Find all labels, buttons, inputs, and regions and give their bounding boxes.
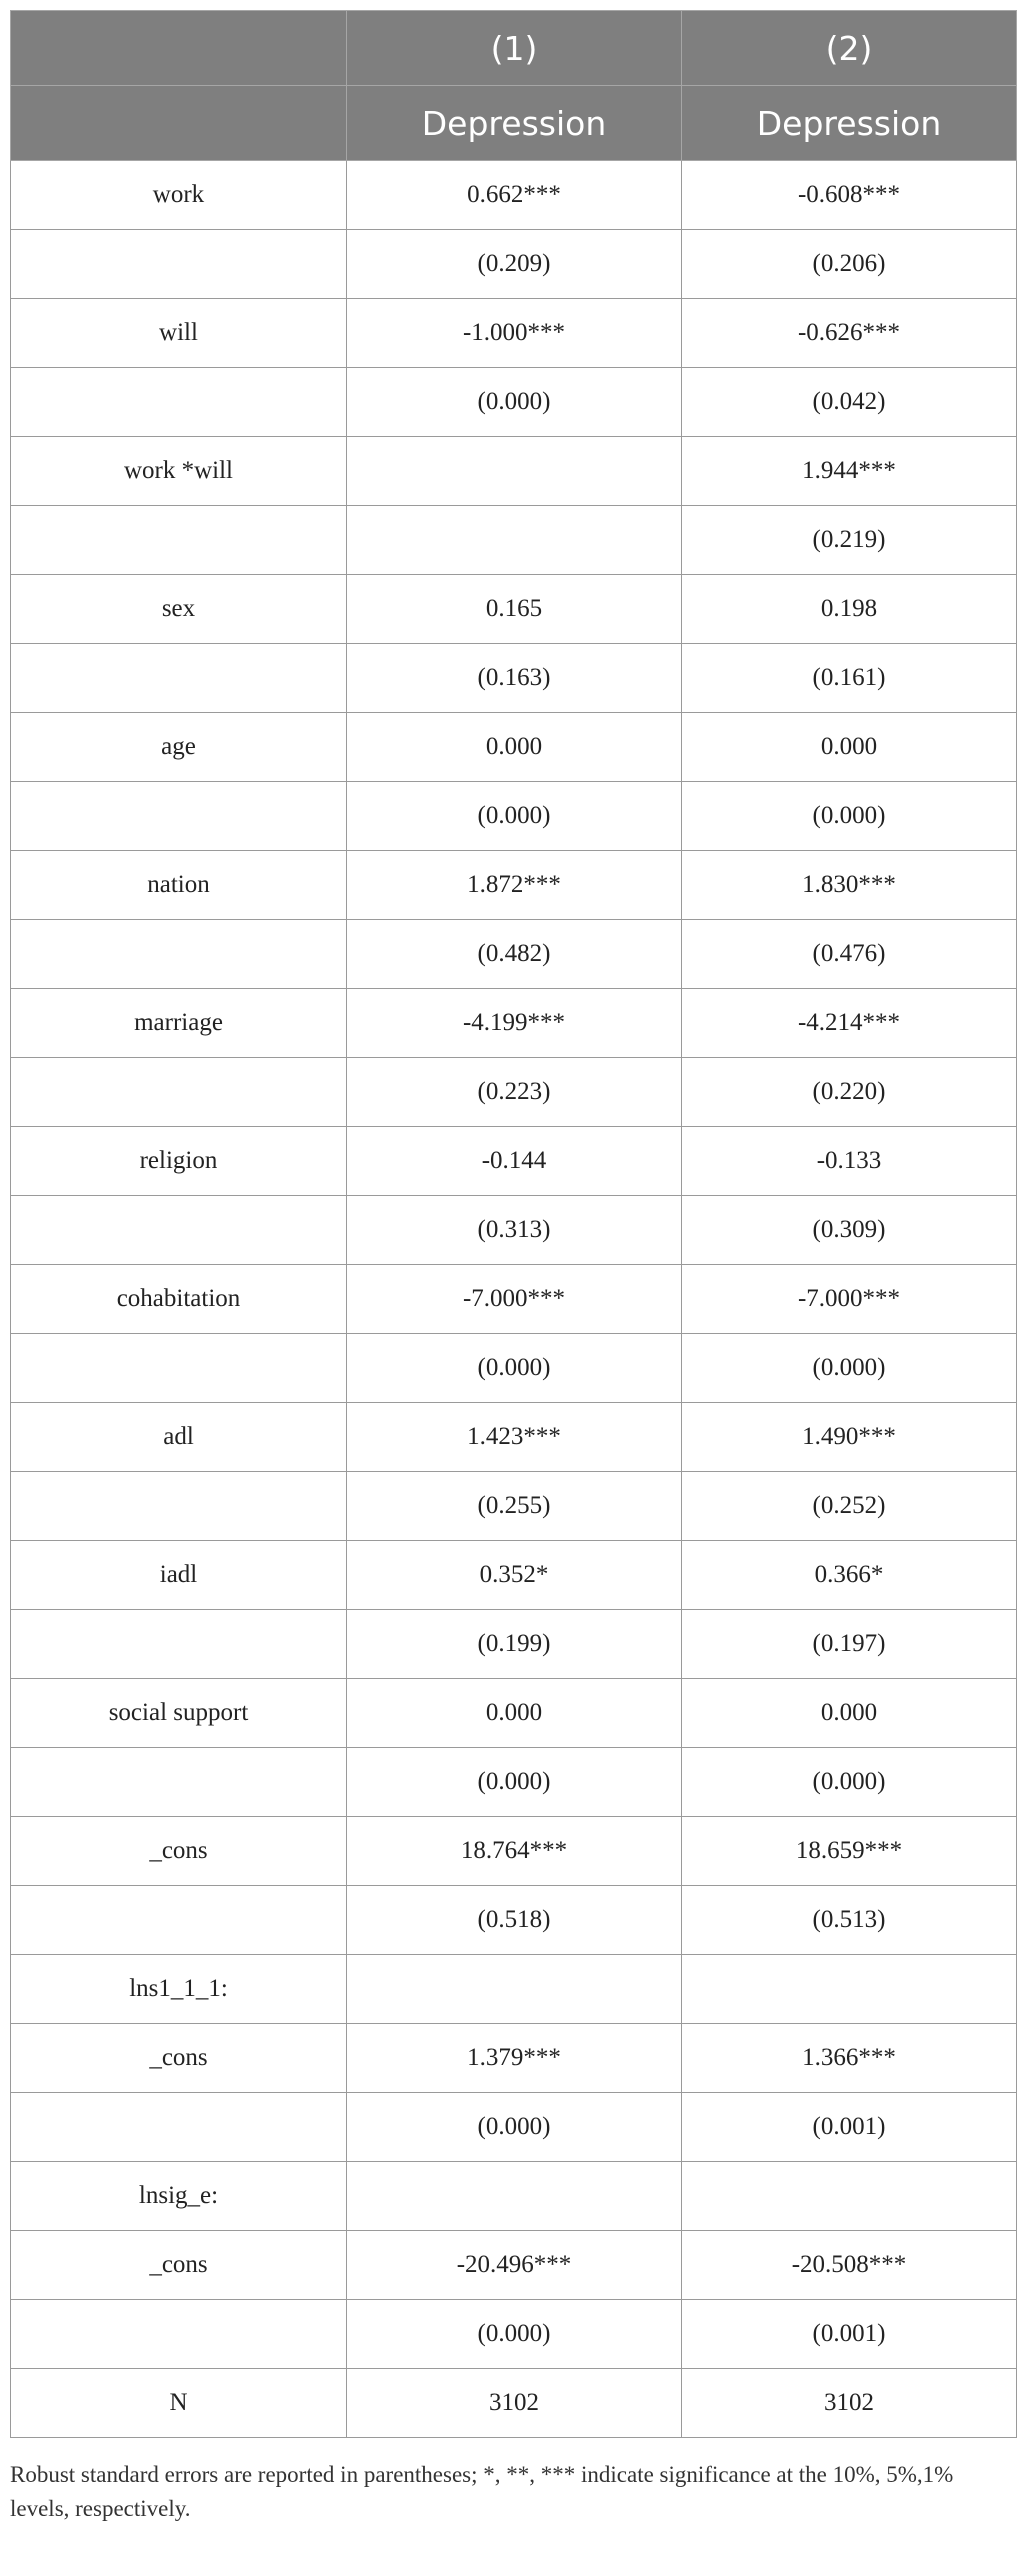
table-row <box>11 230 1017 299</box>
model-1-cell: 0.352* <box>347 1541 682 1610</box>
model-2-cell: 1.366*** <box>682 2024 1017 2093</box>
model-2-cell: 0.198 <box>682 575 1017 644</box>
header-cell-variable-blank <box>11 86 347 161</box>
variable-cell <box>11 1058 347 1127</box>
model-2-cell: 0.000 <box>682 713 1017 782</box>
model-1-cell: 0.000 <box>347 713 682 782</box>
variable-cell <box>11 2093 347 2162</box>
variable-cell <box>11 1886 347 1955</box>
model-2-cell: 18.659*** <box>682 1817 1017 1886</box>
variable-cell <box>11 1472 347 1541</box>
variable-cell: lnsig_e: <box>11 2162 347 2231</box>
model-1-cell: (0.255) <box>347 1472 682 1541</box>
table-row <box>11 1058 1017 1127</box>
table-row <box>11 1196 1017 1265</box>
model-2-cell: 1.944*** <box>682 437 1017 506</box>
table-header <box>11 11 1017 161</box>
variable-cell: sex <box>11 575 347 644</box>
table-row <box>11 644 1017 713</box>
model-1-cell <box>347 1955 682 2024</box>
variable-cell: _cons <box>11 2231 347 2300</box>
table-row <box>11 782 1017 851</box>
table-row <box>11 2231 1017 2300</box>
model-2-cell: (0.000) <box>682 1748 1017 1817</box>
table-row <box>11 161 1017 230</box>
model-1-cell: (0.000) <box>347 2093 682 2162</box>
regression-table-container <box>10 10 1016 2549</box>
header-row-dependent-variable <box>11 86 1017 161</box>
model-1-cell: (0.313) <box>347 1196 682 1265</box>
variable-cell <box>11 782 347 851</box>
table-row <box>11 1748 1017 1817</box>
table-row <box>11 1334 1017 1403</box>
model-2-cell: -0.626*** <box>682 299 1017 368</box>
model-1-cell <box>347 437 682 506</box>
model-1-cell: -0.144 <box>347 1127 682 1196</box>
model-1-cell: (0.482) <box>347 920 682 989</box>
header-cell-depvar-2: Depression <box>682 86 1017 161</box>
model-1-cell <box>347 2162 682 2231</box>
model-2-cell: (0.000) <box>682 782 1017 851</box>
table-row <box>11 1541 1017 1610</box>
model-2-cell: -20.508*** <box>682 2231 1017 2300</box>
variable-cell: age <box>11 713 347 782</box>
table-row <box>11 1472 1017 1541</box>
model-2-cell: 3102 <box>682 2369 1017 2438</box>
model-2-cell <box>682 2162 1017 2231</box>
table-row <box>11 1403 1017 1472</box>
variable-cell: lns1_1_1: <box>11 1955 347 2024</box>
variable-cell: _cons <box>11 2024 347 2093</box>
table-body <box>11 161 1017 2438</box>
table-footnote: Robust standard errors are reported in parentheses; *, **, *** indicate significance at the 10%, 5%,1% levels, respectively. <box>10 2462 954 2521</box>
table-row <box>11 437 1017 506</box>
model-1-cell: -1.000*** <box>347 299 682 368</box>
header-cell-depvar-1: Depression <box>347 86 682 161</box>
model-1-cell: (0.209) <box>347 230 682 299</box>
variable-cell <box>11 1610 347 1679</box>
header-cell-model-2: (2) <box>682 11 1017 86</box>
variable-cell <box>11 644 347 713</box>
model-1-cell: 0.165 <box>347 575 682 644</box>
variable-cell: N <box>11 2369 347 2438</box>
variable-cell: _cons <box>11 1817 347 1886</box>
model-2-cell: -7.000*** <box>682 1265 1017 1334</box>
table-row <box>11 851 1017 920</box>
model-1-cell: (0.163) <box>347 644 682 713</box>
model-2-cell: -4.214*** <box>682 989 1017 1058</box>
model-1-cell: 1.423*** <box>347 1403 682 1472</box>
model-1-cell: (0.199) <box>347 1610 682 1679</box>
model-1-cell: -7.000*** <box>347 1265 682 1334</box>
model-2-cell: -0.133 <box>682 1127 1017 1196</box>
table-row <box>11 713 1017 782</box>
variable-cell: nation <box>11 851 347 920</box>
variable-cell: work <box>11 161 347 230</box>
model-1-cell: (0.000) <box>347 1334 682 1403</box>
model-1-cell: -4.199*** <box>347 989 682 1058</box>
model-1-cell: (0.000) <box>347 368 682 437</box>
header-cell-variable <box>11 11 347 86</box>
model-2-cell: (0.042) <box>682 368 1017 437</box>
model-1-cell: (0.000) <box>347 1748 682 1817</box>
model-2-cell: (0.252) <box>682 1472 1017 1541</box>
model-2-cell: -0.608*** <box>682 161 1017 230</box>
header-row-model-numbers <box>11 11 1017 86</box>
table-row <box>11 299 1017 368</box>
variable-cell: social support <box>11 1679 347 1748</box>
model-1-cell: 0.000 <box>347 1679 682 1748</box>
model-2-cell: 1.490*** <box>682 1403 1017 1472</box>
model-2-cell: (0.161) <box>682 644 1017 713</box>
model-2-cell: (0.476) <box>682 920 1017 989</box>
table-row <box>11 1610 1017 1679</box>
variable-cell <box>11 1748 347 1817</box>
variable-cell <box>11 1334 347 1403</box>
table-row <box>11 575 1017 644</box>
model-1-cell <box>347 506 682 575</box>
variable-cell: work *will <box>11 437 347 506</box>
variable-cell: marriage <box>11 989 347 1058</box>
model-2-cell: (0.001) <box>682 2300 1017 2369</box>
table-row <box>11 1955 1017 2024</box>
table-row <box>11 1127 1017 1196</box>
header-cell-model-1: (1) <box>347 11 682 86</box>
model-1-cell: 1.379*** <box>347 2024 682 2093</box>
table-row <box>11 2300 1017 2369</box>
variable-cell <box>11 2300 347 2369</box>
variable-cell <box>11 230 347 299</box>
model-1-cell: -20.496*** <box>347 2231 682 2300</box>
table-row <box>11 1817 1017 1886</box>
table-row <box>11 920 1017 989</box>
table-row <box>11 506 1017 575</box>
table-row <box>11 2093 1017 2162</box>
model-2-cell: 0.000 <box>682 1679 1017 1748</box>
model-1-cell: (0.518) <box>347 1886 682 1955</box>
variable-cell: adl <box>11 1403 347 1472</box>
table-row <box>11 2024 1017 2093</box>
variable-cell <box>11 920 347 989</box>
variable-cell <box>11 506 347 575</box>
model-2-cell: (0.513) <box>682 1886 1017 1955</box>
model-1-cell: (0.000) <box>347 2300 682 2369</box>
model-2-cell: 0.366* <box>682 1541 1017 1610</box>
model-1-cell: 3102 <box>347 2369 682 2438</box>
variable-cell: iadl <box>11 1541 347 1610</box>
model-2-cell: (0.001) <box>682 2093 1017 2162</box>
regression-table <box>10 10 1017 2438</box>
table-row <box>11 368 1017 437</box>
variable-cell: will <box>11 299 347 368</box>
variable-cell <box>11 368 347 437</box>
model-2-cell: (0.220) <box>682 1058 1017 1127</box>
table-row <box>11 989 1017 1058</box>
variable-cell: cohabitation <box>11 1265 347 1334</box>
variable-cell: religion <box>11 1127 347 1196</box>
model-1-cell: 18.764*** <box>347 1817 682 1886</box>
table-row <box>11 2369 1017 2438</box>
model-2-cell: 1.830*** <box>682 851 1017 920</box>
model-2-cell: (0.000) <box>682 1334 1017 1403</box>
model-1-cell: 0.662*** <box>347 161 682 230</box>
table-row <box>11 1265 1017 1334</box>
table-row <box>11 1886 1017 1955</box>
model-2-cell: (0.206) <box>682 230 1017 299</box>
model-1-cell: 1.872*** <box>347 851 682 920</box>
variable-cell <box>11 1196 347 1265</box>
model-2-cell: (0.309) <box>682 1196 1017 1265</box>
table-row <box>11 1679 1017 1748</box>
model-1-cell: (0.223) <box>347 1058 682 1127</box>
table-row <box>11 2162 1017 2231</box>
model-2-cell: (0.197) <box>682 1610 1017 1679</box>
model-2-cell <box>682 1955 1017 2024</box>
model-2-cell: (0.219) <box>682 506 1017 575</box>
model-1-cell: (0.000) <box>347 782 682 851</box>
